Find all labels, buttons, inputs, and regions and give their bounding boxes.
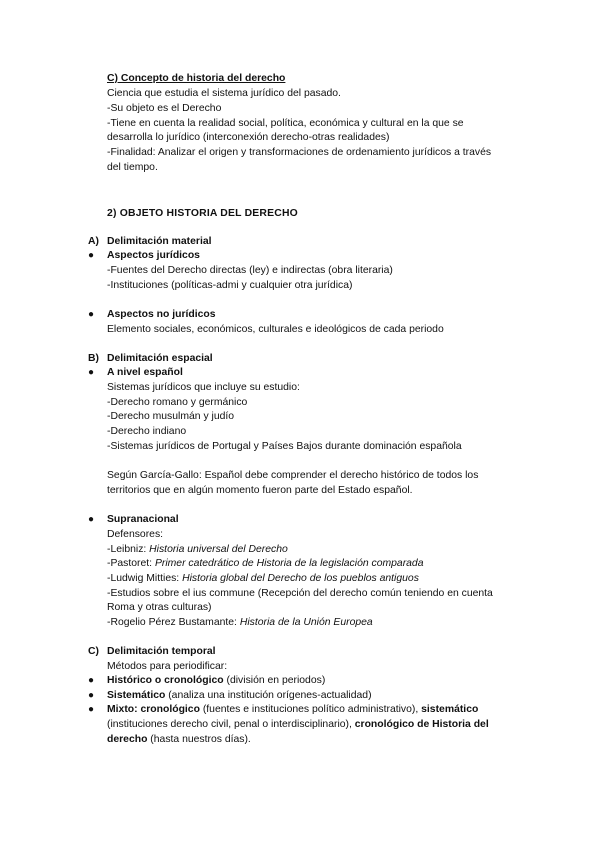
bullet-icon: ● — [88, 250, 95, 261]
concept-line-5: -Finalidad: Analizar el origen y transformaciones de ordenamiento jurídicos a través — [107, 147, 492, 158]
bullet-icon: ● — [88, 690, 95, 701]
ius-commune-line-1: -Estudios sobre el ius commune (Recepción del derecho común teniendo en cuenta — [107, 588, 493, 599]
pastoret-line — [107, 557, 424, 572]
nivel-espanol-line-5: -Sistemas jurídicos de Portugal y Países Bajos durante dominación española — [107, 441, 462, 452]
nivel-espanol-line-4: -Derecho indiano — [107, 426, 187, 437]
mixto-derecho: derecho — [107, 734, 148, 745]
aspectos-juridicos-line-2: -Instituciones (políticas-admi y cualquier otra jurídica) — [107, 280, 353, 291]
concept-line-6: del tiempo. — [107, 162, 158, 173]
bullet-icon: ● — [88, 675, 95, 686]
nivel-espanol-line-3: -Derecho musulmán y judío — [107, 411, 235, 422]
metodo-sistematico-desc: (analiza una institución orígenes-actualidad) — [165, 690, 372, 701]
mixto-text-2: (instituciones derecho civil, penal o interdisciplinario), — [107, 719, 355, 730]
metodo-mixto-line-2 — [107, 718, 489, 733]
concept-line-2: -Su objeto es el Derecho — [107, 103, 222, 114]
mixto-text-3: (hasta nuestros días). — [147, 734, 251, 745]
aspectos-juridicos-title: Aspectos jurídicos — [107, 250, 200, 261]
metodo-sistematico-title: Sistemático — [107, 690, 166, 701]
mixto-text-1: (fuentes e instituciones político administrativo), — [199, 704, 422, 715]
part-c-heading: Delimitación temporal — [107, 646, 216, 657]
aspectos-no-juridicos-title: Aspectos no jurídicos — [107, 309, 216, 320]
metodo-historico-desc: (división en periodos) — [223, 675, 326, 686]
metodos-intro: Métodos para periodificar: — [107, 661, 228, 672]
leibniz-line — [107, 543, 288, 558]
bullet-icon: ● — [88, 514, 95, 525]
defensores-label: Defensores: — [107, 529, 164, 540]
supranacional-title: Supranacional — [107, 514, 179, 525]
mitties-work: Historia global del Derecho de los pueblos antiguos — [182, 573, 419, 584]
part-c-label: C) — [88, 646, 99, 657]
part-a-label: A) — [88, 236, 99, 247]
nivel-espanol-line-2: -Derecho romano y germánico — [107, 397, 248, 408]
perez-work: Historia de la Unión Europea — [239, 617, 373, 628]
nivel-espanol-title: A nivel español — [107, 367, 183, 378]
concept-line-1: Ciencia que estudia el sistema jurídico del pasado. — [107, 88, 341, 99]
mitties-prefix: -Ludwig Mitties: — [107, 573, 183, 584]
leibniz-prefix: -Leibniz: — [107, 544, 150, 555]
pastoret-prefix: -Pastoret: — [107, 558, 155, 569]
bullet-icon: ● — [88, 704, 95, 715]
mitties-line — [107, 572, 419, 587]
nivel-espanol-line-1: Sistemas jurídicos que incluye su estudio: — [107, 382, 300, 393]
garcia-gallo-line-2: territorios que en algún momento fueron parte del Estado español. — [107, 485, 413, 496]
section-2-heading: 2) OBJETO HISTORIA DEL DERECHO — [107, 208, 298, 219]
metodo-historico — [107, 674, 325, 689]
metodo-sistematico — [107, 689, 372, 704]
part-a-heading: Delimitación material — [107, 236, 212, 247]
garcia-gallo-line-1: Según García-Gallo: Español debe comprender el derecho histórico de todos los — [107, 470, 479, 481]
metodo-mixto-line-3 — [107, 733, 251, 748]
pastoret-work: Primer catedrático de Historia de la legislación comparada — [154, 558, 424, 569]
part-b-label: B) — [88, 353, 99, 364]
metodo-mixto-line-1 — [107, 703, 478, 718]
leibniz-work: Historia universal del Derecho — [149, 544, 288, 555]
bullet-icon: ● — [88, 367, 95, 378]
perez-prefix: -Rogelio Pérez Bustamante: — [107, 617, 240, 628]
mixto-cronologico: cronológico de Historia del — [354, 719, 489, 730]
ius-commune-line-2: Roma y otras culturas) — [107, 602, 212, 613]
metodo-historico-title: Histórico o cronológico — [107, 675, 224, 686]
concept-line-3: -Tiene en cuenta la realidad social, política, económica y cultural en la que se — [107, 118, 464, 129]
mixto-title: Mixto: cronológico — [107, 704, 200, 715]
concept-line-4: desarrolla lo jurídico (interconexión derecho-otras realidades) — [107, 132, 390, 143]
bullet-icon: ● — [88, 309, 95, 320]
concept-heading: C) Concepto de historia del derecho — [107, 73, 286, 84]
mixto-sistematico: sistemático — [421, 704, 479, 715]
aspectos-juridicos-line-1: -Fuentes del Derecho directas (ley) e indirectas (obra literaria) — [107, 265, 393, 276]
aspectos-no-juridicos-line-1: Elemento sociales, económicos, culturales e ideológicos de cada periodo — [107, 324, 444, 335]
part-b-heading: Delimitación espacial — [107, 353, 213, 364]
perez-line — [107, 616, 373, 631]
